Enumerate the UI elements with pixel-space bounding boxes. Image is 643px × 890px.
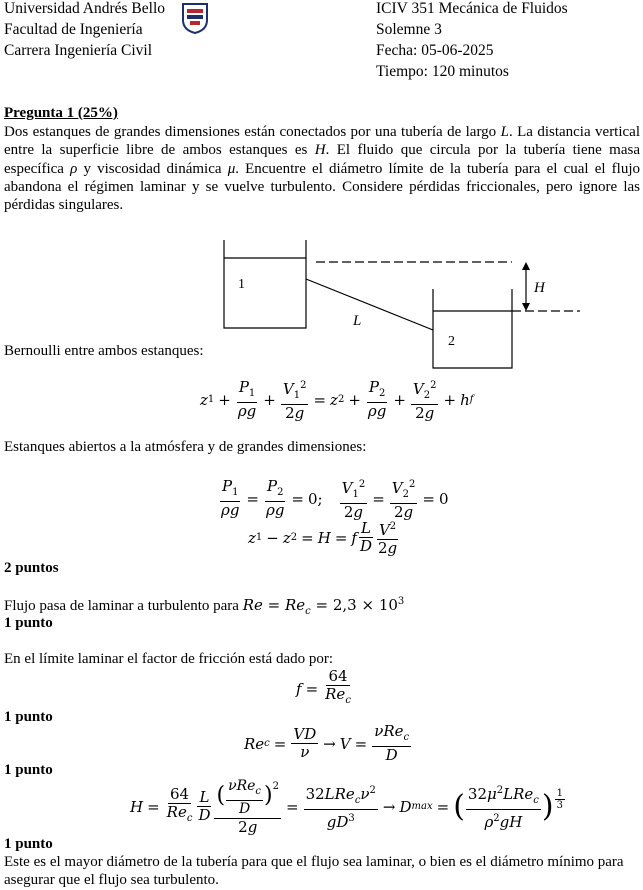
tank-1-outline <box>224 240 306 328</box>
pressure-velocity-equation: $\frac{P_1}{\rho g}$ = $\frac{P_2}{\rho g}$ = 0; $\frac{V_1^2}{2g}$ = $\frac{V_2^2}{2g}$ = 0 <box>221 477 449 521</box>
flow-transition-text: Flujo pasa de laminar a turbulento para $Re = Re_c = 2,3 \times 10^3$ <box>4 596 405 617</box>
points-1b: 1 punto <box>4 709 53 725</box>
course-name: ICIV 351 Mecánica de Fluidos <box>376 0 568 17</box>
laminar-limit-text: En el límite laminar el factor de fricción está dado por: <box>4 651 334 667</box>
exam-date: Fecha: 05-06-2025 <box>376 42 494 59</box>
career-name: Carrera Ingeniería Civil <box>4 42 153 59</box>
exam-time: Tiempo: 120 minutos <box>376 63 509 80</box>
height-arrow-down <box>522 303 530 311</box>
head-loss-equation: z 1 − z 2 = H = f $\frac{L}{D}$ $\frac{V^2}{2g}$ <box>248 519 398 557</box>
friction-factor-equation: f = $\frac{64}{Re_c}$ <box>296 667 351 706</box>
conclusion-text: Este es el mayor diámetro de la tubería para que el flujo sea laminar, o bien es el diámetro mínimo para asegurar que el flujo sea turbulento. <box>4 854 624 889</box>
question-text: Dos estanques de grandes dimensiones están conectados por una tubería de largo L. La distancia vertical entre la superficie libre de ambos estanques es H. El fluido que circula por la tubería tiene masa específica ρ y viscosidad dinámica μ. Encuentre el diámetro límite de la tubería para el cual el flujo abandona el régimen laminar y se vuelve turbulento. Considere pérdidas friccionales, pero ignore las pérdidas singulares. <box>4 124 641 214</box>
university-name: Universidad Andrés Bello <box>4 0 166 17</box>
points-1c: 1 punto <box>4 762 53 778</box>
bernoulli-label: Bernoulli entre ambos estanques: <box>4 343 204 359</box>
pipe-line <box>306 279 433 330</box>
height-arrow-up <box>522 262 530 270</box>
tank-1-label: 1 <box>238 277 245 292</box>
points-2: 2 puntos <box>4 560 59 576</box>
final-diameter-equation: H = $\frac{64}{Re_c}$ $\frac{L}{D}$ ( $\frac{\nu Re_c}{D}$ )$^2$ 2g = $\frac{32LRe_c\nu^2}{gD^3}$ → D max = ( $\frac{32\mu^2LRe_c}{\rho^2gH}$ ) $\frac{1}{3}$ <box>130 778 563 836</box>
reynolds-equation: Re c = $\frac{VD}{\nu}$ → V = $\frac{\nu Re_c}{D}$ <box>244 722 410 764</box>
question-title: Pregunta 1 (25%) <box>4 105 118 121</box>
tank-2-label: 2 <box>448 334 455 349</box>
tank-2-outline <box>433 289 512 368</box>
height-label: H <box>534 280 545 296</box>
pipe-length-label: L <box>353 313 362 329</box>
points-1d: 1 punto <box>4 836 53 852</box>
points-1a: 1 punto <box>4 615 53 631</box>
tanks-open-label: Estanques abiertos a la atmósfera y de grandes dimensiones: <box>4 439 367 455</box>
faculty-name: Facultad de Ingeniería <box>4 21 143 38</box>
bernoulli-equation: z 1 + $\frac{P_1}{\rho g}$ + $\frac{V_1^2}{2g}$ = z 2 + $\frac{P_2}{\rho g}$ + $\frac{V_2^2}{2g}$ + h f <box>200 378 474 422</box>
exam-name: Solemne 3 <box>376 21 442 38</box>
